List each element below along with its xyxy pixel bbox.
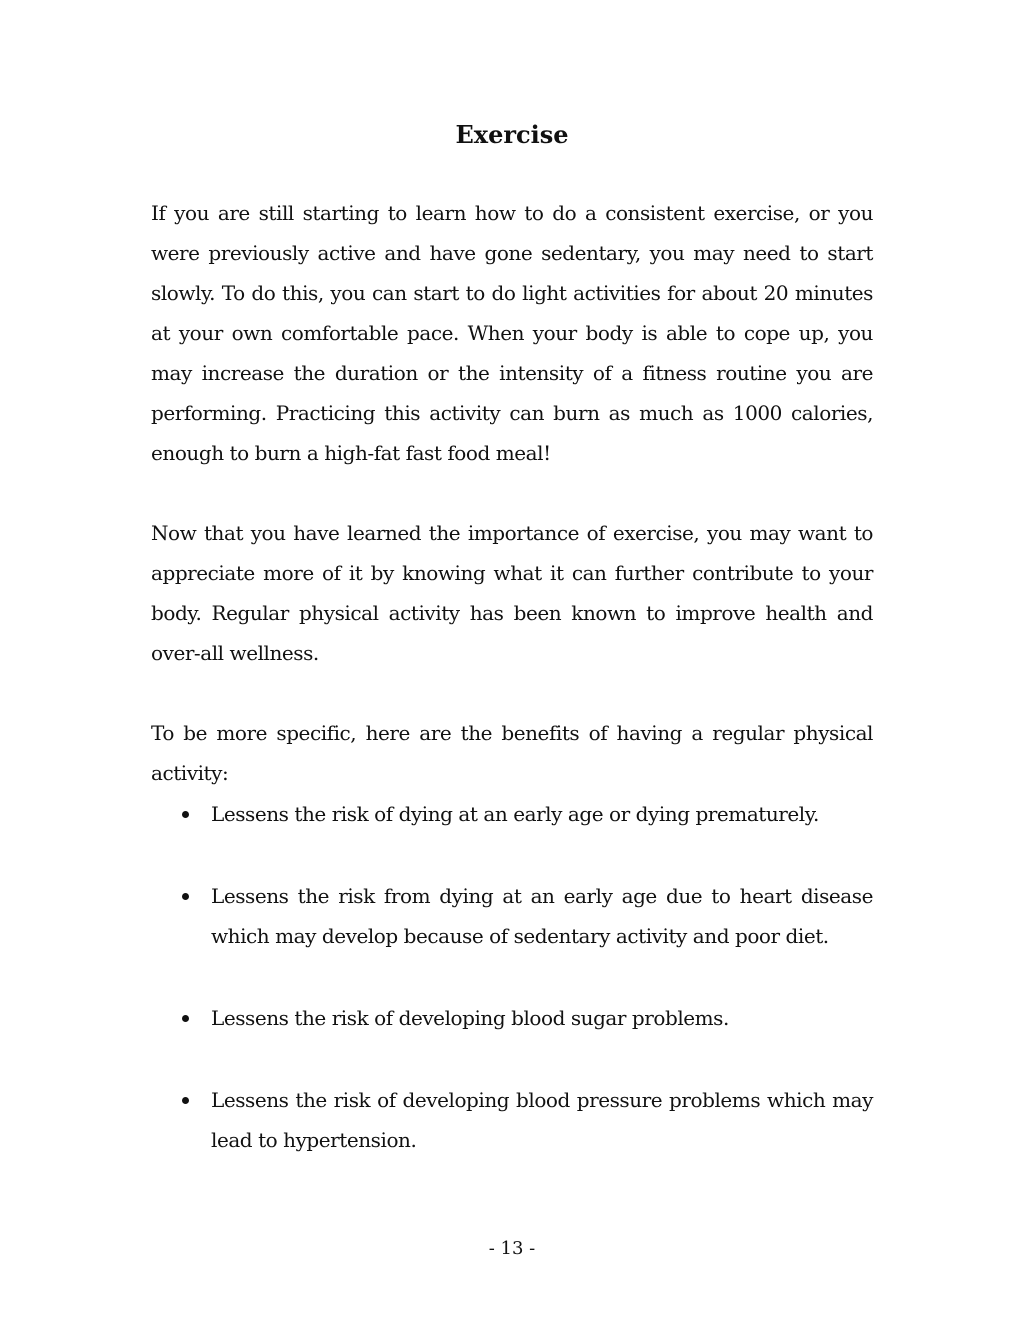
bullet-icon (182, 1097, 189, 1104)
bullet-icon (182, 893, 189, 900)
list-item (151, 1080, 873, 1160)
list-item-text: Lessens the risk from dying at an early age due to heart disease which may develop because of sedentary activity and poor diet. (211, 884, 873, 948)
bullet-icon (182, 811, 189, 818)
page-title: Exercise (455, 120, 569, 149)
paragraph-importance: Now that you have learned the importance of exercise, you may want to appreciate more of it by knowing what it can further contribute to your body. Regular physical activity has been known to improve health and over-all wellness. (151, 521, 873, 665)
list-item-text: Lessens the risk of developing blood pressure problems which may lead to hypertension. (211, 1088, 873, 1152)
benefits-list (151, 794, 873, 1202)
paragraph-benefits-lead: To be more specific, here are the benefits of having a regular physical activity: (151, 721, 873, 785)
list-item (151, 794, 873, 834)
list-item (151, 998, 873, 1038)
list-item-text: Lessens the risk of developing blood sugar problems. (211, 1006, 729, 1030)
list-item-text: Lessens the risk of dying at an early age or dying prematurely. (211, 802, 819, 826)
list-item (151, 876, 873, 956)
paragraph-intro: If you are still starting to learn how to do a consistent exercise, or you were previously active and have gone sedentary, you may need to start slowly. To do this, you can start to do light activities for about 20 minutes at your own comfortable pace. When your body is able to cope up, you may increase the duration or the intensity of a fitness routine you are performing. Practicing this activity can burn as much as 1000 calories, enough to burn a high-fat fast food meal! (151, 201, 873, 465)
bullet-icon (182, 1015, 189, 1022)
page-number: - 13 - (488, 1238, 536, 1259)
